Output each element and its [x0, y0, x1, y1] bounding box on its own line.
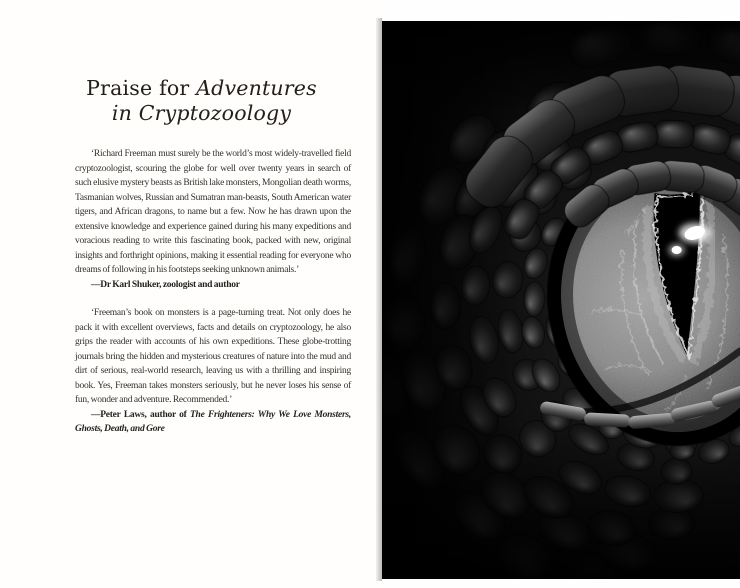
attribution-2-book-title: The Frighteners: Why We Love Monsters, Ghosts, Death, and Gore	[75, 409, 352, 434]
quote-paragraph-1: ‘Richard Freeman must surely be the world’s most widely-travelled field cryptozoologist, scouring the globe for well over twenty years in search of such elusive mystery beasts as British lake monsters, Mongolian death worms, Tasmanian wolves, Russian and Sumatran man-beasts, South American water tigers, and African dragons, to name but a few. Now he has drawn upon the extensive knowledge and experience gained during his many expeditions and voracious reading to write this fascinating book, packed with new, original insights and forthright opinions, making it essential reading for everyone who dreams of following in his footsteps seeking unknown animals.’	[75, 149, 351, 275]
page-title	[56, 76, 347, 126]
paragraph-gap	[75, 292, 351, 306]
right-page	[382, 21, 740, 579]
dragon-eye-illustration	[382, 21, 740, 579]
title-book-name-part1: Adventures	[196, 76, 317, 100]
catchlight-small	[672, 246, 682, 254]
quote-paragraph-2: ‘Freeman’s book on monsters is a page-turning treat. Not only does he pack it with excellent overviews, facts and details on cryptozoology, he also grips the reader with accounts of his own expeditions. These globe-trotting journals bring the hidden and mysterious creatures of nature into the mud and dirt of serious, real-world research, leaving us with a thrilling and inspiring book. Yes, Freeman takes monsters seriously, but he never loses his sense of fun, wonder and adventure. Recommended.’	[75, 308, 351, 405]
title-book-name-part2: in Cryptozoology	[111, 101, 292, 125]
quote-attribution-2	[75, 408, 351, 437]
quote-attribution-1: —Dr Karl Shuker, zoologist and author	[91, 279, 240, 290]
attribution-2-prefix: —Peter Laws, author of	[91, 409, 190, 420]
praise-text-block	[75, 147, 351, 437]
title-prefix: Praise for	[86, 76, 197, 100]
